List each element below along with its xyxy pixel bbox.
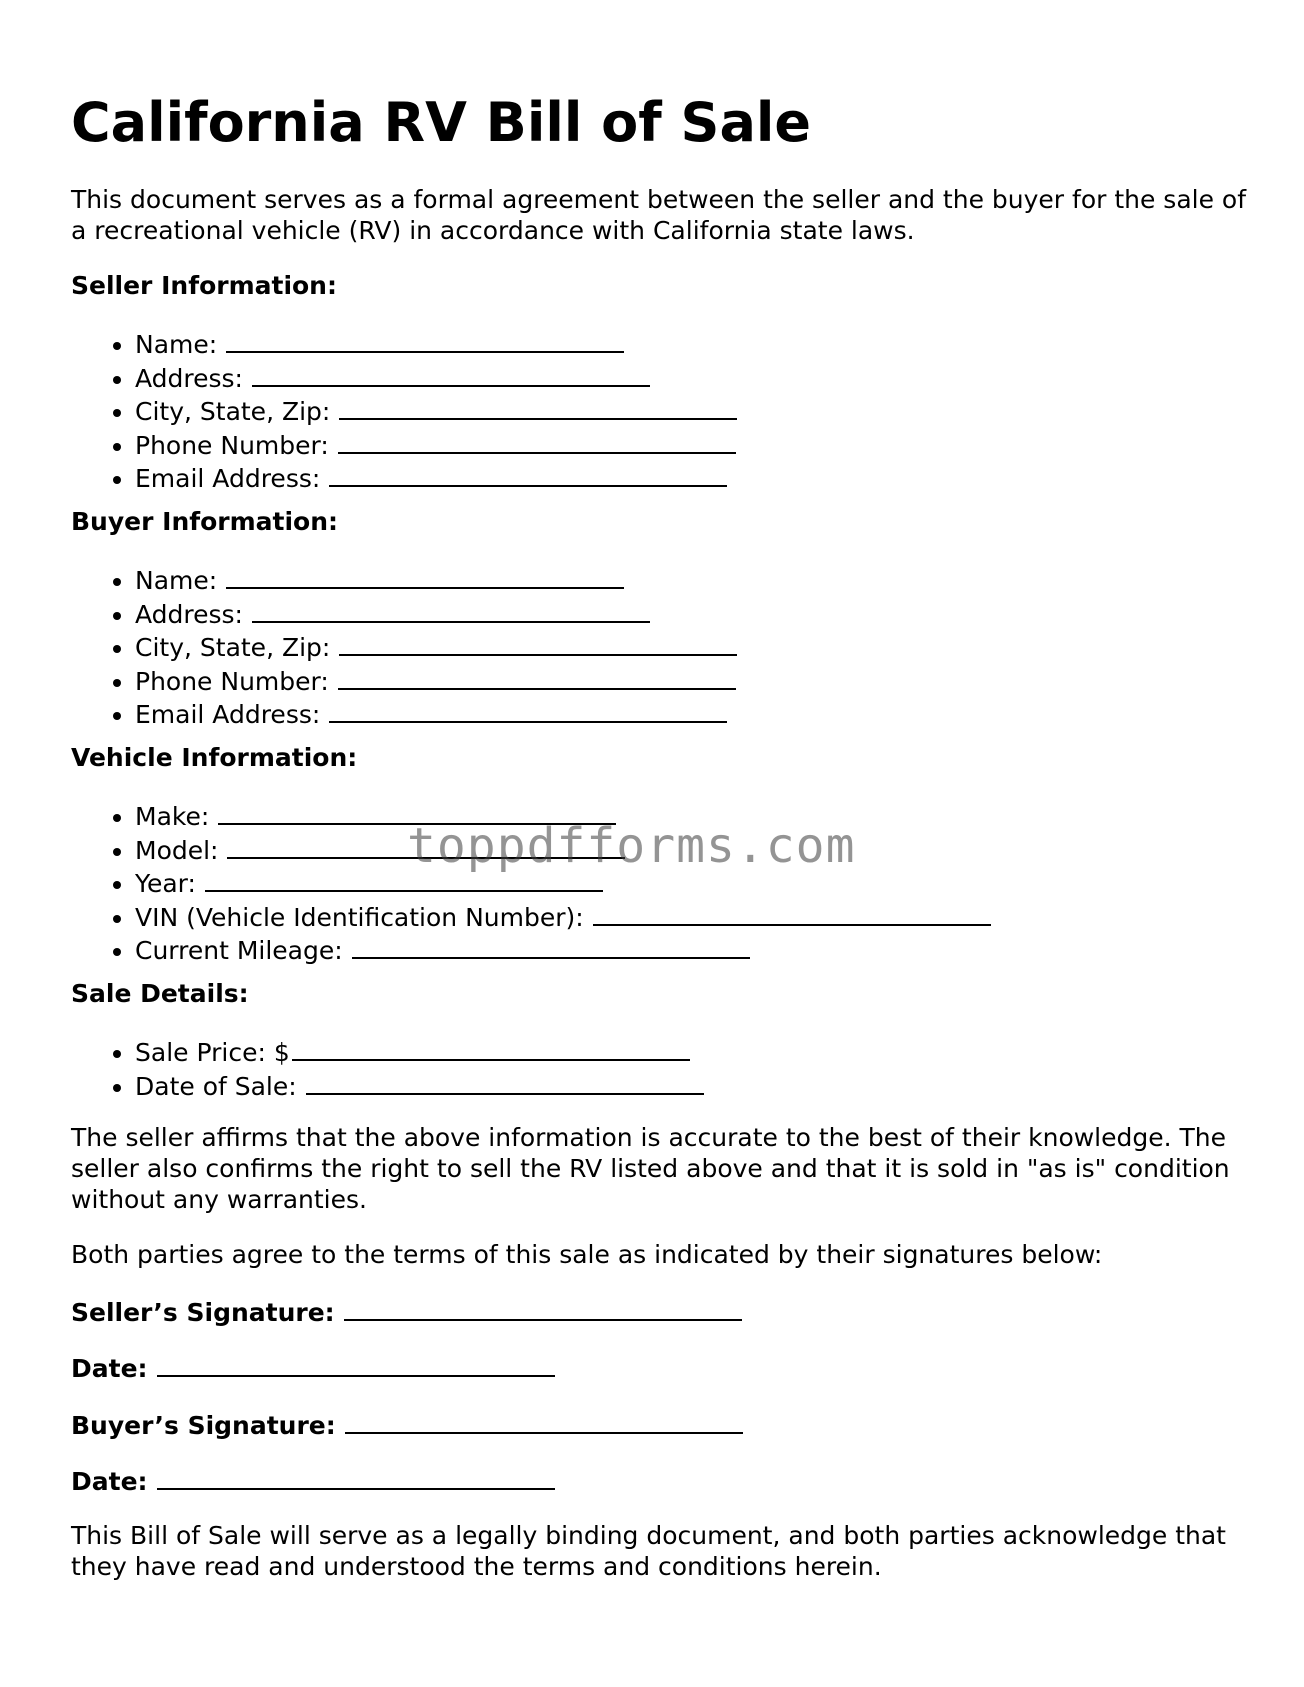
buyer-signature-blank[interactable]	[345, 1408, 743, 1434]
field-label: Email Address:	[135, 700, 321, 729]
field-label: VIN (Vehicle Identification Number):	[135, 902, 584, 932]
vehicle-year-blank[interactable]	[205, 866, 603, 892]
buyer-email-blank[interactable]	[329, 697, 727, 723]
vehicle-make-blank[interactable]	[218, 799, 616, 825]
field-label: Year:	[135, 869, 196, 898]
vehicle-vin-blank[interactable]	[593, 900, 991, 926]
seller-email-blank[interactable]	[329, 461, 727, 487]
document-title: California RV Bill of Sale	[71, 91, 812, 154]
buyer-fields	[71, 563, 737, 731]
vehicle-mileage-field	[135, 933, 991, 967]
closing-paragraph: This Bill of Sale will serve as a legally binding document, and both parties acknowledge that they have read and understood the terms and conditions herein.	[71, 1521, 1226, 1581]
field-label: Sale Price: $	[135, 1038, 290, 1067]
sale-fields	[71, 1035, 704, 1102]
buyer-name-blank[interactable]	[226, 563, 624, 589]
field-label: Current Mileage:	[135, 936, 343, 965]
vehicle-vin-field	[135, 900, 991, 934]
buyer-city-field	[135, 630, 737, 664]
vehicle-heading: Vehicle Information:	[71, 743, 358, 772]
seller-city-field	[135, 394, 737, 428]
vehicle-make-field	[135, 799, 991, 833]
field-label: Model:	[135, 835, 219, 865]
buyer-address-field	[135, 597, 737, 631]
seller-signature-line	[71, 1295, 742, 1328]
field-label: Address:	[135, 599, 243, 629]
seller-address-field	[135, 361, 737, 395]
sale-heading: Sale Details:	[71, 979, 249, 1008]
buyer-name-field	[135, 563, 737, 597]
vehicle-model-field	[135, 833, 991, 867]
buyer-date-blank[interactable]	[157, 1464, 555, 1490]
seller-heading: Seller Information:	[71, 271, 337, 300]
buyer-email-field	[135, 697, 737, 731]
seller-date-label: Date:	[71, 1354, 148, 1383]
seller-phone-field	[135, 428, 737, 462]
seller-date-line	[71, 1351, 555, 1384]
vehicle-fields	[71, 799, 991, 967]
field-label: Address:	[135, 363, 243, 393]
seller-name-field	[135, 327, 737, 361]
buyer-date-label: Date:	[71, 1467, 148, 1496]
field-label: Phone Number:	[135, 430, 329, 460]
vehicle-model-blank[interactable]	[227, 833, 625, 859]
buyer-heading: Buyer Information:	[71, 507, 339, 536]
field-label: Email Address:	[135, 464, 321, 493]
sale-price-blank[interactable]	[292, 1035, 690, 1061]
field-label: Make:	[135, 802, 210, 831]
seller-city-blank[interactable]	[339, 394, 737, 420]
field-label: Phone Number:	[135, 666, 329, 696]
vehicle-mileage-blank[interactable]	[352, 933, 750, 959]
seller-address-blank[interactable]	[252, 361, 650, 387]
field-label: Name:	[135, 330, 218, 359]
vehicle-year-field	[135, 866, 991, 900]
seller-signature-blank[interactable]	[344, 1295, 742, 1321]
buyer-signature-label: Buyer’s Signature:	[71, 1411, 336, 1440]
buyer-signature-line	[71, 1408, 743, 1441]
buyer-date-line	[71, 1464, 555, 1497]
field-label: Date of Sale:	[135, 1071, 297, 1101]
affirmation-paragraph: The seller affirms that the above information is accurate to the best of their knowledge. The seller also confirms the right to sell the RV listed above and that it is sold in "as is" condition without any warranties.	[71, 1123, 1230, 1214]
buyer-phone-field	[135, 664, 737, 698]
seller-phone-blank[interactable]	[338, 428, 736, 454]
seller-date-blank[interactable]	[157, 1351, 555, 1377]
buyer-phone-blank[interactable]	[338, 664, 736, 690]
sale-date-field	[135, 1069, 704, 1103]
intro-paragraph: This document serves as a formal agreement between the seller and the buyer for the sale of a recreational vehicle (RV) in accordance with California state laws.	[71, 185, 1247, 245]
seller-signature-label: Seller’s Signature:	[71, 1298, 335, 1327]
watermark: toppdfforms.com	[407, 818, 856, 874]
field-label: City, State, Zip:	[135, 633, 331, 662]
buyer-city-blank[interactable]	[339, 630, 737, 656]
buyer-address-blank[interactable]	[252, 597, 650, 623]
seller-name-blank[interactable]	[226, 327, 624, 353]
sale-date-blank[interactable]	[306, 1069, 704, 1095]
field-label: City, State, Zip:	[135, 397, 331, 426]
agreement-paragraph: Both parties agree to the terms of this sale as indicated by their signatures below:	[71, 1240, 1103, 1269]
sale-price-field	[135, 1035, 704, 1069]
field-label: Name:	[135, 566, 218, 595]
seller-fields	[71, 327, 737, 495]
seller-email-field	[135, 461, 737, 495]
